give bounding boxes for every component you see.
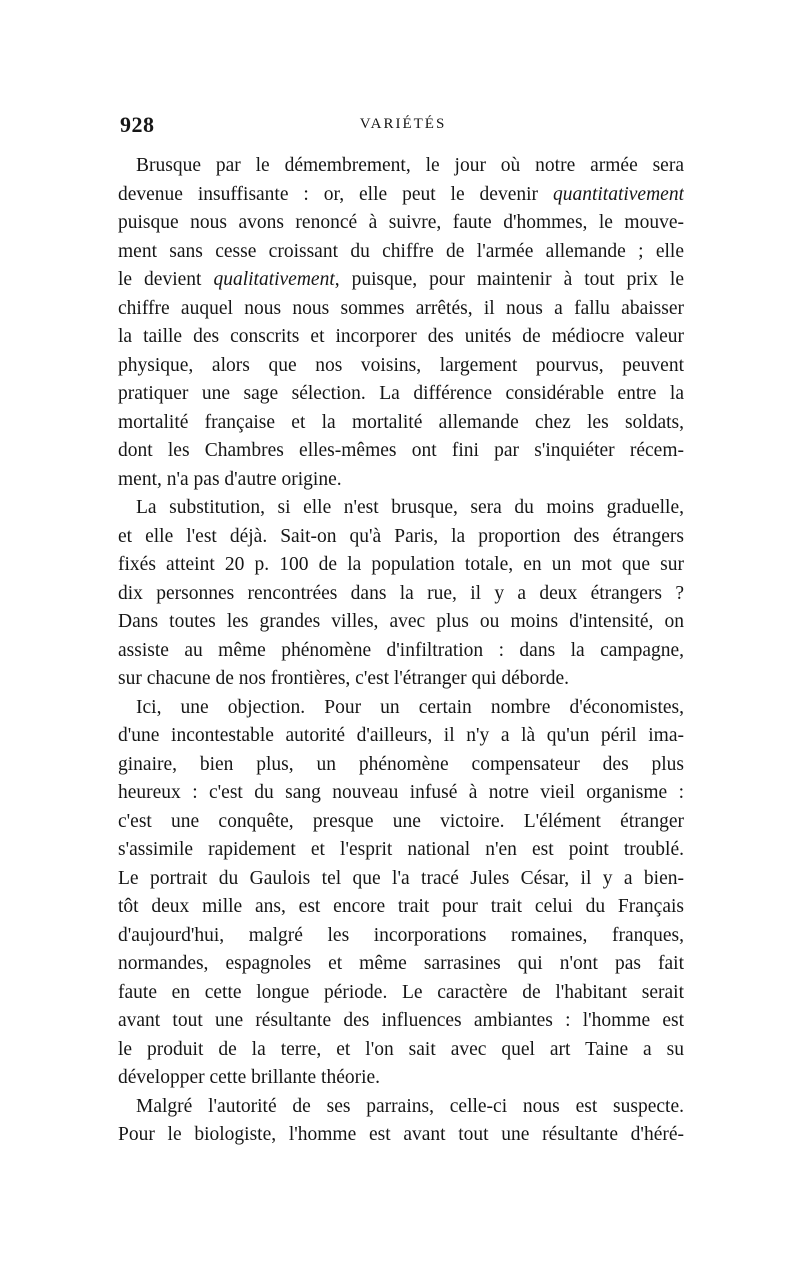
line-text: La substitution, si elle n'est brusque, sera du moins graduelle, [136,497,684,518]
text-line [118,409,684,438]
paragraph [118,494,684,694]
text-line [118,238,684,267]
text-line [118,865,684,894]
text-line [118,551,684,580]
line-text: fixés atteint 20 p. 100 de la population totale, en un mot que sur [118,554,684,575]
line-text: dix personnes rencontrées dans la rue, il y a deux étrangers ? [118,582,684,604]
text-line [118,323,684,352]
line-text: pratiquer une sage sélection. La différence considérable entre la [118,383,684,404]
text-line [118,1093,684,1122]
text-line [118,637,684,666]
text-line [118,722,684,751]
line-text: mortalité française et la mortalité allemande chez les soldats, [118,411,684,433]
text-line [118,295,684,324]
text-line [118,950,684,979]
text-line [118,523,684,552]
text-line [118,893,684,922]
line-text: , puisque, pour maintenir à tout prix le [334,269,684,290]
line-text: la taille des conscrits et incorporer des unités de médiocre valeur [118,326,684,347]
running-head: VARIÉTÉS [359,116,447,132]
text-line [118,152,684,181]
line-text: développer cette brillante théorie. [118,1067,381,1088]
line-text: devenue insuffisante : or, elle peut le devenir [118,183,553,205]
line-text: Pour le biologiste, l'homme est avant tout une résultante d'héré- [118,1124,684,1145]
line-text: Le portrait du Gaulois tel que l'a tracé Jules César, il y a bien- [118,867,684,889]
text-line [118,1121,684,1150]
text-line [118,209,684,238]
italic-text: quantitativement [552,183,684,205]
line-text: puisque nous avons renoncé à suivre, faute d'hommes, le mouve- [118,212,684,233]
line-text: heureux : c'est du sang nouveau infusé à notre vieil organisme : [118,782,684,803]
line-text: physique, alors que nos voisins, largement pourvus, peuvent [118,354,684,376]
text-line [118,808,684,837]
text-line [118,380,684,409]
paragraph [118,694,684,1093]
line-text: c'est une conquête, presque une victoire. L'élément étranger [118,810,684,832]
line-text: Brusque par le démembrement, le jour où notre armée sera [136,155,684,176]
line-text: normandes, espagnoles et même sarrasines qui n'ont pas fait [118,953,684,974]
line-text: ginaire, bien plus, un phénomène compensateur des plus [118,753,684,775]
text-line [118,694,684,723]
line-text: le devient [118,269,214,290]
line-text: ment sans cesse croissant du chiffre de l'armée allemande ; elle [118,240,684,262]
line-text: le produit de la terre, et l'on sait avec quel art Taine a su [118,1038,684,1060]
text-line [118,979,684,1008]
line-text: assiste au même phénomène d'infiltration : dans la campagne, [118,639,684,661]
text-line [118,266,684,295]
text-line [118,1036,684,1065]
line-text: tôt deux mille ans, est encore trait pour trait celui du Français [118,896,684,917]
paragraph [118,1093,684,1150]
line-text: Malgré l'autorité de ses parrains, celle-ci nous est suspecte. [136,1095,684,1117]
text-line [118,751,684,780]
text-line [118,836,684,865]
text-line [118,922,684,951]
italic-text: qualitativement [213,269,335,290]
text-line [118,466,684,495]
line-text: avant tout une résultante des influences ambiantes : l'homme est [118,1010,684,1031]
line-text: s'assimile rapidement et l'esprit national n'en est point troublé. [118,839,684,860]
line-text: faute en cette longue période. Le caractère de l'habitant serait [118,981,684,1003]
line-text: sur chacune de nos frontières, c'est l'étranger qui déborde. [118,668,570,689]
line-text: d'aujourd'hui, malgré les incorporations romaines, franques, [118,924,684,946]
text-line [118,494,684,523]
line-text: ment, n'a pas d'autre origine. [118,468,342,490]
body-text [118,152,684,1150]
line-text: Dans toutes les grandes villes, avec plus ou moins d'intensité, on [118,611,684,632]
text-line [118,779,684,808]
text-line [118,1064,684,1093]
text-line [118,665,684,694]
text-line [118,181,684,210]
page-number: 928 [120,112,155,137]
text-line [118,437,684,466]
paragraph [118,152,684,494]
line-text: et elle l'est déjà. Sait-on qu'à Paris, la proportion des étrangers [118,525,684,547]
text-line [118,1007,684,1036]
line-text: Ici, une objection. Pour un certain nombre d'économistes, [136,696,684,718]
text-line [118,580,684,609]
page-header [120,112,686,142]
text-line [118,352,684,381]
line-text: d'une incontestable autorité d'ailleurs, il n'y a là qu'un péril ima- [118,725,684,746]
line-text: dont les Chambres elles-mêmes ont fini par s'inquiéter récem- [118,440,684,461]
line-text: chiffre auquel nous nous sommes arrêtés, il nous a fallu abaisser [118,297,684,319]
text-line [118,608,684,637]
